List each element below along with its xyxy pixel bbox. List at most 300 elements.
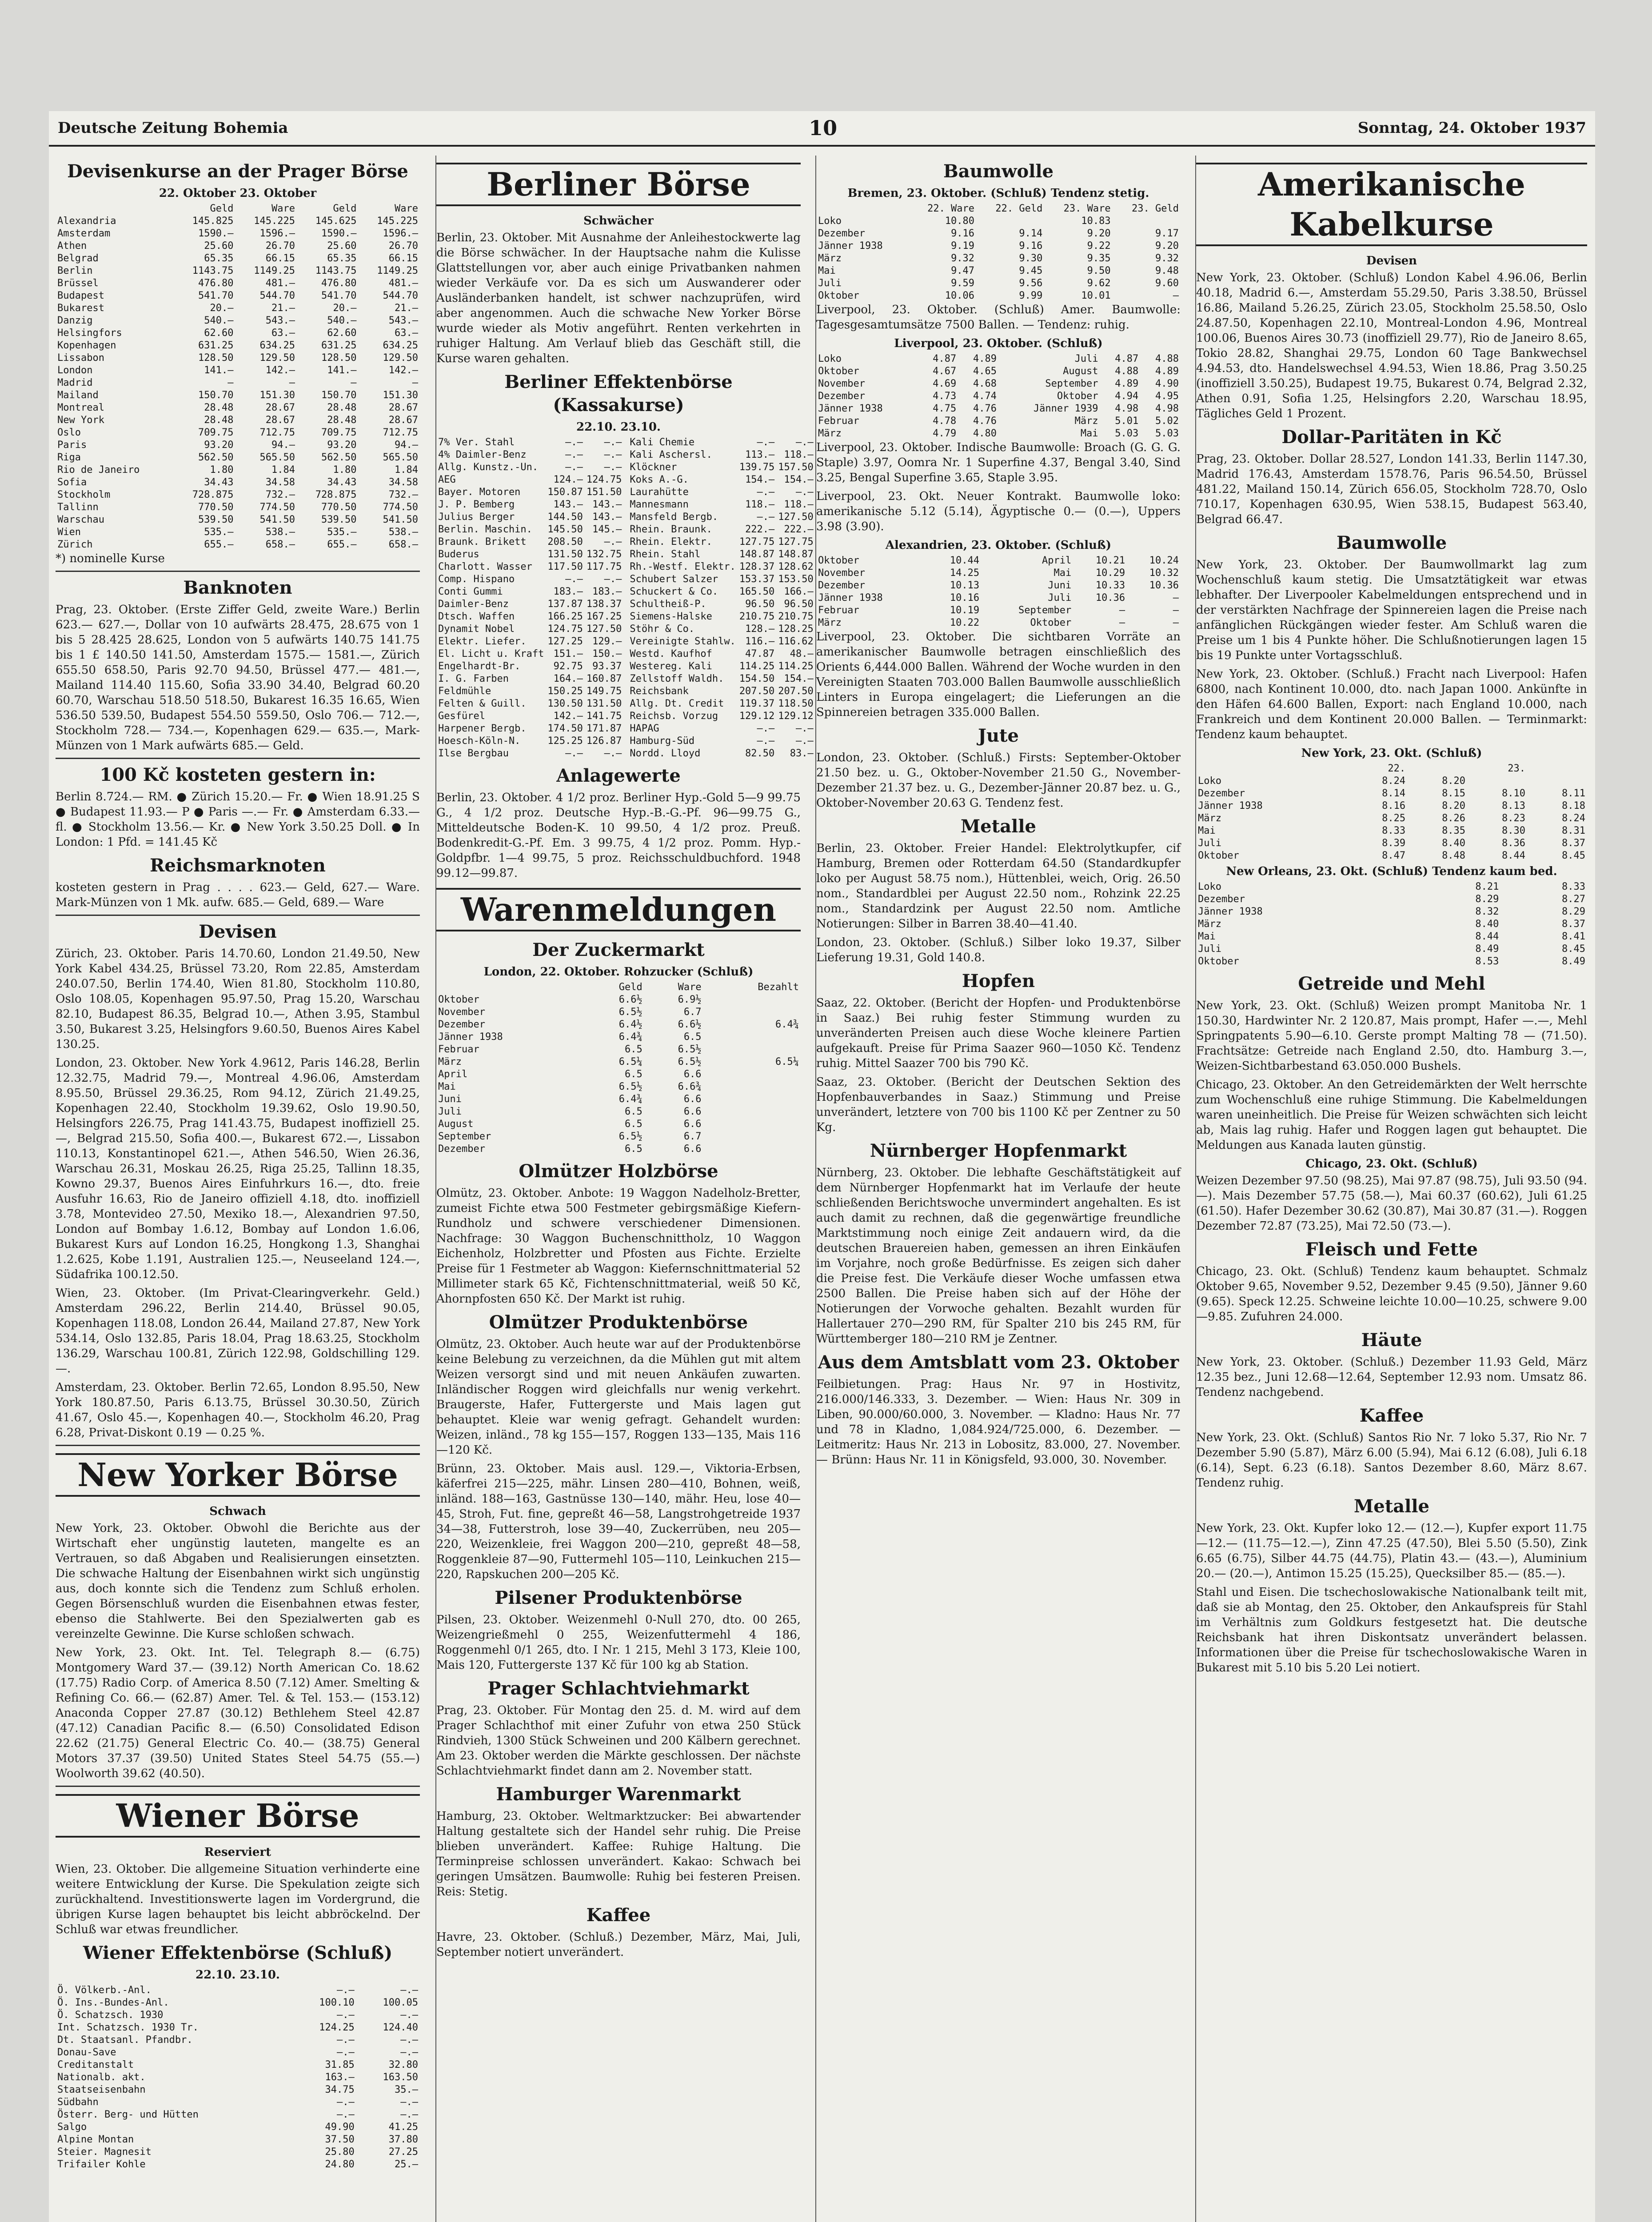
- cell-value: 145.—: [592, 524, 622, 535]
- cell-value: 117.75: [586, 561, 622, 572]
- cell-value: —: [1173, 592, 1179, 603]
- cell-value: 6.4¾: [619, 1031, 642, 1043]
- cell-value: 8.11: [1562, 788, 1585, 799]
- table-row: [56, 364, 420, 377]
- cell-value: 131.50: [547, 549, 583, 560]
- cell-value: 82.50: [745, 748, 775, 759]
- cell-value: 116.—: [745, 636, 775, 647]
- column-2: [435, 156, 814, 2222]
- cell-value: 10.21: [1095, 555, 1125, 566]
- bremen-rows: [816, 215, 1181, 302]
- cell-value: 174.50: [547, 723, 583, 734]
- cell-value: 6.5¼: [619, 1056, 642, 1067]
- cell-value: 124.40: [383, 2022, 418, 2033]
- divider: [56, 915, 420, 916]
- table-row: [436, 611, 623, 623]
- row-label: Allg. Kunstz.-Un.: [438, 462, 539, 473]
- cell-value: [703, 1106, 801, 1118]
- dollar-paritaeten-text: Prag, 23. Oktober. Dollar 28.527, London 141.33, Berlin 1147.30, Madrid 176.43, Amsterdam 1578.76, Paris 96.54.50, Brüssel 481.22, Mailand 150.14, Zürich 656.05, Stockholm 728.70, Oslo 710.17, Kopenhagen 630.95, Wien 538.15, Budapest 563.40, Belgrad 66.47.: [1196, 452, 1587, 526]
- table-row: [436, 1043, 801, 1056]
- cell-value: —.—: [337, 2034, 355, 2046]
- cell-value: Juli: [1048, 592, 1072, 603]
- pilsen-title: Pilsener Produktenbörse: [495, 1587, 742, 1608]
- cell-value: 4.79: [933, 428, 957, 439]
- row-label: Rhein. Elektr.: [630, 536, 712, 548]
- row-label: Allg. Dt. Credit: [630, 698, 724, 709]
- cell-value: 10.29: [1095, 567, 1125, 579]
- cell-value: 9.56: [1019, 278, 1043, 289]
- cell-value: —.—: [604, 437, 622, 448]
- cell-value: 539.50: [321, 514, 357, 525]
- haeute-text: New York, 23. Oktober. (Schluß.) Dezember 11.93 Geld, März 12.35 bez., Juni 12.68—12.64, September 12.93 nom. Umsatz 86. Tendenz nachgebend.: [1196, 1355, 1587, 1399]
- cell-value: 124.—: [553, 474, 583, 485]
- olmuetz-produkten-text: Olmütz, 23. Oktober. Auch heute war auf der Produktenbörse keine Belebung zu verzeichnen, da die Mühlen gut mit altem Weizen versorgt sind und mit neuen Ankäufen zuwarten. Inländischer Roggen wird gleichfalls nur wenig verkehrt. Braugerste, Hafer, Futtergerste und Mais lagen gut behauptet. Kleie war wenig gefragt. Gehandelt wurden: Weizen, inländ., 78 kg 155—157, Roggen 133—135, Mais 116—120 Kč.: [436, 1338, 801, 1457]
- table-row: [56, 2084, 420, 2096]
- row-label: Ö. Schatzsch. 1930: [57, 2010, 164, 2021]
- cell-value: —.—: [565, 449, 583, 460]
- cell-value: 66.15: [388, 253, 418, 264]
- table-row: [56, 2096, 420, 2109]
- cell-value: 6.5: [624, 1119, 642, 1130]
- cell-value: 1590.—: [198, 228, 234, 239]
- row-label: Paris: [57, 440, 87, 451]
- table-row: [436, 474, 623, 486]
- cell-value: —.—: [337, 2109, 355, 2120]
- cell-value: 93.37: [592, 661, 622, 672]
- amtsblatt-title: Aus dem Amtsblatt vom 23. Oktober: [818, 1352, 1179, 1373]
- table-row: [56, 389, 420, 402]
- liverpool-text: Liverpool, 23. Oktober. (Schluß) Amer. Baumwolle: Tagesgesamtumsätze 7500 Ballen. — Tendenz: ruhig.: [816, 303, 1181, 332]
- cell-value: 4.98: [1115, 403, 1139, 414]
- row-label: März: [438, 1056, 462, 1067]
- row-label: Westereg. Kali: [630, 661, 712, 672]
- new-orleans-table: [1196, 881, 1587, 968]
- cell-value: 6.5: [624, 1143, 642, 1155]
- cell-value: 9.60: [1155, 278, 1179, 289]
- berliner-effekten-dates: 22.10. 23.10.: [576, 420, 661, 434]
- row-label: Jänner 1938: [1198, 906, 1263, 917]
- table-row: [56, 252, 420, 265]
- cell-value: 94.—: [395, 440, 418, 451]
- row-label: Zürich: [57, 539, 93, 550]
- cell-value: 481.—: [265, 278, 295, 289]
- cell-value: 113.—: [745, 449, 775, 460]
- row-label: Oktober: [818, 290, 859, 301]
- table-row: [1196, 881, 1587, 893]
- cell-value: 129.12: [739, 711, 775, 722]
- cell-value: —.—: [565, 748, 583, 759]
- table-row: [816, 415, 1181, 428]
- cell-value: 127.50: [778, 512, 814, 523]
- cell-value: [703, 1081, 801, 1093]
- table-row: [1196, 893, 1587, 906]
- table-row: [56, 1997, 420, 2009]
- row-label: April: [438, 1069, 468, 1080]
- cell-value: 149.75: [586, 686, 622, 697]
- table-row: [1196, 955, 1587, 968]
- cell-value: 8.24: [1562, 813, 1585, 824]
- cell-value: 1149.25: [377, 265, 418, 276]
- table-row: [436, 735, 623, 747]
- row-label: Zellstoff Waldh.: [630, 673, 724, 684]
- cell-value: —: [1173, 290, 1179, 301]
- table-row: [628, 499, 815, 511]
- divider: [56, 758, 420, 759]
- divider: [56, 1786, 420, 1787]
- cell-value: —.—: [337, 1985, 355, 1996]
- reichsmark-text: kosteten gestern in Prag . . . . 623.— Geld, 627.— Ware. Mark-Münzen von 1 Mk. aufw. 685.— Geld, 689.— Ware: [56, 881, 420, 909]
- cell-value: 41.25: [388, 2122, 418, 2133]
- row-label: März: [1198, 919, 1221, 930]
- cell-value: 35.—: [395, 2084, 418, 2095]
- wiener-effekten-title: Wiener Effektenbörse (Schluß): [83, 1942, 393, 1963]
- cell-value: 6.6¾: [678, 1081, 702, 1092]
- row-label: Gesfürel: [438, 711, 485, 722]
- cell-value: 562.50: [321, 452, 357, 463]
- cell-value: 6.7: [683, 1007, 702, 1018]
- berliner-effekten-title: Berliner Effektenbörse (Kassakurse): [504, 372, 733, 416]
- cell-value: 25.80: [325, 2146, 355, 2158]
- row-label: Sofia: [57, 477, 87, 488]
- berliner-rows-b: [628, 436, 815, 760]
- cell-value: 207.50: [739, 686, 775, 697]
- stahl-eisen-text: Stahl und Eisen. Die tschechoslowakische Nationalbank teilt mit, daß sie ab Montag, den 25. Oktober, den Ankaufspreis für Stahl im Verhältnis zum Goldkurs festgesetzt hat. Die deutsche Reichsbank hat ihren Diskontsatz unverändert belassen. Informationen über die Preise für tschechoslowakische Waren in Bukarest mit 5.10 bis 5.20 Lei notiert.: [1196, 1586, 1587, 1674]
- cell-value: 145.225: [377, 216, 418, 227]
- cell-value: 562.50: [198, 452, 234, 463]
- cell-value: 125.25: [547, 735, 583, 747]
- haeute-title: Häute: [1361, 1330, 1422, 1351]
- cell-value: 8.48: [1442, 850, 1466, 861]
- cell-value: 4.88: [1155, 353, 1179, 364]
- cell-value: 128.50: [198, 352, 234, 364]
- table-row: [56, 414, 420, 427]
- nuernberg-title: Nürnberger Hopfenmarkt: [870, 1140, 1127, 1161]
- devisen-paragraph: Wien, 23. Oktober. (Im Privat-Clearingverkehr. Geld.) Amsterdam 296.22, Berlin 214.40, Brüssel 90.05, Kopenhagen 118.08, London 26.44, Mailand 27.87, New York 534.14, Oslo 132.85, Paris 18.04, Prag 18.63.25, Stockholm 136.29, Warschau 100.81, Zürich 122.98, Goldschilling 129.—.: [56, 1287, 420, 1375]
- row-label: Felten & Guill.: [438, 698, 527, 709]
- cell-value: 9.22: [1087, 240, 1111, 252]
- table-row: [56, 2134, 420, 2146]
- cell-value: 10.83: [1081, 216, 1111, 227]
- table-row: [628, 648, 815, 660]
- cell-value: 10.06: [945, 290, 975, 301]
- cell-value: 8.33: [1382, 825, 1406, 836]
- cell-value: 143.—: [553, 499, 583, 510]
- cell-value: 4.89: [1155, 366, 1179, 377]
- cell-value: 9.48: [1155, 265, 1179, 276]
- cell-value: 10.13: [950, 580, 980, 591]
- hopfen-text-2: Saaz, 23. Oktober. (Bericht der Deutschen Sektion des Hopfenbauverbandes in Saaz.) Stimmung und Preise unverändert, letztere von 700 bis 1100 Kč per Zentner zu 50 Kg.: [816, 1075, 1181, 1134]
- table-row: [1196, 800, 1587, 812]
- cell-value: Oktober: [1030, 617, 1072, 628]
- table-row: [436, 548, 623, 561]
- table-row: [436, 536, 623, 548]
- jute-text: London, 23. Oktober. (Schluß.) Firsts: September-Oktober 21.50 bez. u. G., Oktober-November 21.50 G., November-Dezember 21.37 bez. u. G., Dezember-Jänner 20.87 bez. u. G., Oktober-November 20.63 G. Tendenz fest.: [816, 751, 1181, 810]
- alexandrien-table: [816, 555, 1181, 629]
- row-label: Stöhr & Co.: [630, 623, 695, 635]
- table-row: [1196, 850, 1587, 862]
- table-row: [628, 486, 815, 499]
- row-label: März: [818, 428, 842, 439]
- cell-value: 28.48: [327, 415, 357, 426]
- cell-value: 732.—: [265, 489, 295, 500]
- wiener-effekten-rows: [56, 1984, 420, 2171]
- cell-value: 47.87: [745, 648, 775, 659]
- alexandrien-rows: [816, 555, 1181, 629]
- cell-value: 8.13: [1502, 800, 1525, 811]
- cell-value: 631.25: [198, 340, 234, 351]
- cell-value: 183.—: [592, 586, 622, 597]
- cell-value: —: [1173, 605, 1179, 616]
- row-label: Rhein. Stahl: [630, 549, 701, 560]
- row-label: Braunk. Brikett: [438, 536, 527, 548]
- table-row: [628, 449, 815, 461]
- cell-value: [703, 994, 801, 1006]
- devisen-paragraph: Zürich, 23. Oktober. Paris 14.70.60, London 21.49.50, New York Kabel 434.25, Brüssel 73.20, Rom 22.85, Amsterdam 240.07.50, Berlin 174.40, Wien 81.80, Stockholm 110.80, Oslo 108.05, Kopenhagen 95.97.50, Prag 15.20, Warschau 82.10, Budapest 86.35, Belgrad 10.—, Athen 3.95, Stambul 3.50, Bukarest 3.25, Helsingfors 9.60.50, Buenos Aires Kabel 130.25.: [56, 947, 420, 1051]
- cell-value: 8.29: [1562, 906, 1585, 917]
- table-row: [436, 710, 623, 723]
- row-label: Amsterdam: [57, 228, 111, 239]
- cell-value: 10.80: [945, 216, 975, 227]
- cell-value: 8.35: [1442, 825, 1466, 836]
- page-header: [49, 111, 1595, 147]
- cell-value: 8.20: [1442, 800, 1466, 811]
- cell-value: 4.94: [1115, 391, 1139, 402]
- cell-value: 4.69: [933, 378, 957, 389]
- cell-value: 28.67: [265, 415, 295, 426]
- table-row: [628, 698, 815, 710]
- row-label: Februar: [818, 605, 859, 616]
- table-row: [436, 1031, 801, 1043]
- cell-value: 8.47: [1382, 850, 1406, 861]
- cell-value: 8.26: [1442, 813, 1466, 824]
- table-row: [436, 573, 623, 586]
- row-label: New York: [57, 415, 104, 426]
- cell-value: 28.67: [388, 402, 418, 413]
- devisen-table: [56, 203, 420, 551]
- row-label: Österr. Berg- und Hütten: [57, 2109, 199, 2120]
- cell-value: 9.20: [1155, 240, 1179, 252]
- cell-value: 129.50: [383, 352, 418, 364]
- anlagewerte-text: Berlin, 23. Oktober. 4 1/2 proz. Berliner Hyp.-Gold 5—9 99.75 G., 4 1/2 proz. Deutsche Hyp.-B.-G.-Pf. 96—99.75 G., Mitteldeutsche Boden-K. 10 99.50, 4 1/2 proz. Preuß. Bodenkredit-G.-Pf. Em. 3 99.75, 4 1/2 proz. Pomm. Hyp.-Goldpfbr. 1—4 99.75, 5 proz. Reichsschuldbuchford. 1948 99.12—99.87.: [436, 791, 801, 880]
- cell-value: 132.75: [586, 549, 622, 560]
- cell-value: 164.—: [553, 673, 583, 684]
- table-row: [816, 403, 1181, 415]
- cell-value: 34.43: [327, 477, 357, 488]
- row-label: Kopenhagen: [57, 340, 116, 351]
- cell-value: 6.6½: [619, 994, 642, 1005]
- cell-value: 222.—: [784, 524, 814, 535]
- cell-value: —.—: [400, 2010, 418, 2021]
- row-label: Berlin: [57, 265, 93, 276]
- cell-value: 1.80: [210, 464, 234, 476]
- table-row: [436, 598, 623, 611]
- cell-value: 145.825: [192, 216, 234, 227]
- table-row: [436, 1006, 801, 1019]
- row-label: Comp. Hispano: [438, 574, 515, 585]
- cell-value: 1596.—: [383, 228, 418, 239]
- table-row: [816, 240, 1181, 252]
- row-label: Oktober: [818, 555, 859, 566]
- cell-value: Oktober: [1057, 391, 1098, 402]
- cell-value: [703, 1131, 801, 1143]
- new-orleans-title: New Orleans, 23. Okt. (Schluß) Tendenz kaum bed.: [1226, 865, 1557, 878]
- table-row: [628, 474, 815, 486]
- row-label: Loko: [818, 216, 842, 227]
- cell-value: 6.5: [624, 1069, 642, 1080]
- row-label: Februar: [818, 416, 859, 427]
- cell-value: 6.9½: [678, 994, 702, 1005]
- cell-value: 770.50: [198, 502, 234, 513]
- cell-value: 8.32: [1475, 906, 1499, 917]
- table-row: [56, 402, 420, 414]
- row-label: HAPAG: [630, 723, 659, 734]
- devisen-prague-title: Devisenkurse an der Prager Börse: [67, 161, 408, 182]
- metalle-ny-title: Metalle: [1354, 1496, 1429, 1517]
- cell-value: 31.85: [325, 2059, 355, 2070]
- cell-value: 5.03: [1155, 428, 1179, 439]
- cell-value: 6.7: [683, 1131, 702, 1142]
- table-row: [1196, 918, 1587, 931]
- reichsmark-title: Reichsmarknoten: [150, 855, 326, 876]
- cell-value: 32.80: [388, 2059, 418, 2070]
- table-row: [56, 539, 420, 551]
- cell-value: 100.05: [383, 1997, 418, 2008]
- cell-value: Mai: [1053, 567, 1072, 579]
- row-label: Riga: [57, 452, 81, 463]
- cell-value: —.—: [337, 2010, 355, 2021]
- cell-value: 543.—: [265, 315, 295, 326]
- table-row: [56, 2022, 420, 2034]
- cell-value: 709.75: [198, 427, 234, 438]
- cell-value: 207.50: [778, 686, 814, 697]
- cell-value: [703, 1093, 801, 1106]
- row-label: Julius Berger: [438, 512, 515, 523]
- cell-value: —.—: [604, 536, 622, 548]
- row-label: Dt. Staatsanl. Pfandbr.: [57, 2034, 193, 2046]
- cell-value: 8.30: [1502, 825, 1525, 836]
- table-row: [436, 685, 623, 698]
- cell-value: 4.78: [933, 416, 957, 427]
- row-label: Engelhardt-Br.: [438, 661, 521, 672]
- cell-value: 96.50: [784, 599, 814, 610]
- berliner-boerse-sub: Schwächer: [583, 214, 654, 228]
- cell-value: 128.25: [778, 623, 814, 635]
- cell-value: 565.50: [383, 452, 418, 463]
- row-label: Brüssel: [57, 278, 99, 289]
- table-row: [628, 635, 815, 648]
- row-label: Nationalb. akt.: [57, 2072, 146, 2083]
- row-label: Loko: [1198, 881, 1221, 892]
- row-label: September: [438, 1131, 491, 1142]
- cell-value: 1596.—: [259, 228, 295, 239]
- cell-value: 49.90: [325, 2122, 355, 2133]
- cell-value: 127.25: [547, 636, 583, 647]
- table-row: [436, 436, 623, 449]
- cell-value: [976, 215, 1044, 228]
- hopfen-text: Saaz, 22. Oktober. (Bericht der Hopfen- und Produktenbörse in Saaz.) Bei ruhig fester Stimmung wurden zu unveränderten Preisen auch diese Woche kleinere Partien aufgekauft. Preise für Prima Saazer 960—1050 Kč. Tendenz ruhig. Mittel Saazer 700 bis 790 Kč.: [816, 996, 1181, 1070]
- cell-value: 728.875: [315, 489, 357, 500]
- row-label: Schubert Salzer: [630, 574, 718, 585]
- cell-value: 9.47: [951, 265, 975, 276]
- banknoten-text: Prag, 23. Oktober. (Erste Ziffer Geld, zweite Ware.) Berlin 623.— 627.—, Dollar von 10 aufwärts 28.475, 28.675 von 1 bis 5 28.425 28.625, London von 5 aufwärts 140.75 141.75 bis 1 £ 140.50 141.50, Amsterdam 1575.— 1581.—, Zürich 655.50 658.50, Paris 92.70 94.50, Brüssel 477.— 481.—, Mailand 114.40 115.60, Sofia 33.90 34.40, Belgrad 60.20 60.70, Warschau 518.50 518.50, Bukarest 16.35 16.65, Wien 536.50 539.50, Budapest 554.50 559.50, Oslo 706.— 712.—, Stockholm 728.— 734.—, Kopenhagen 629.— 635.—, Mark-Münzen von 1 Mark aufwärts 685.— Geld.: [56, 603, 420, 752]
- issue-date: Sonntag, 24. Oktober 1937: [1357, 119, 1586, 137]
- row-label: Lissabon: [57, 352, 104, 364]
- cell-value: —.—: [565, 462, 583, 473]
- berliner-effekten-table-b: [628, 436, 815, 760]
- table-row: [628, 611, 815, 623]
- row-label: Int. Schatzsch. 1930 Tr.: [57, 2022, 199, 2033]
- newspaper-page: [49, 111, 1595, 2222]
- metalle-title: Metalle: [961, 816, 1036, 837]
- cell-value: —.—: [604, 449, 622, 460]
- cell-value: 124.75: [586, 474, 622, 485]
- cell-value: 9.16: [951, 228, 975, 239]
- cell-value: —.—: [604, 748, 622, 759]
- cell-value: 151.30: [259, 390, 295, 401]
- cell-value: 34.58: [388, 477, 418, 488]
- cell-value: —.—: [796, 437, 814, 448]
- table-row: [816, 579, 1181, 592]
- page-number: 10: [809, 116, 838, 140]
- zucker-table: [436, 981, 801, 1155]
- cell-value: 130.50: [547, 698, 583, 709]
- cell-value: 6.6: [683, 1069, 702, 1080]
- cell-value: 129.12: [778, 711, 814, 722]
- cell-value: 6.5: [624, 1044, 642, 1055]
- row-label: März: [818, 253, 842, 264]
- cell-value: 8.44: [1475, 931, 1499, 942]
- cell-value: —: [227, 377, 234, 388]
- row-label: Warschau: [57, 514, 104, 525]
- cell-value: 28.67: [388, 415, 418, 426]
- metalle-ny-text: New York, 23. Okt. Kupfer loko 12.— (12.—), Kupfer export 11.75—12.— (11.75—12.—), Zinn 47.25 (47.50), Blei 5.50 (5.50), Zink 6.65 (6.75), Silber 44.75 (44.75), Platin 43.— (43.—), Aluminium 20.— (20.—), Antimon 15.25 (15.25), Quecksilber 85.— (85.—).: [1196, 1522, 1587, 1580]
- row-label: Oktober: [818, 366, 859, 377]
- row-label: Dezember: [818, 580, 865, 591]
- table-row: [56, 340, 420, 352]
- cell-value: 4.80: [973, 428, 997, 439]
- row-label: Donau-Save: [57, 2047, 116, 2058]
- getreide-text-2: Chicago, 23. Oktober. An den Getreidemärkten der Welt herrschte zum Wochenschluß eine ruhige Stimmung. Die Kabelmeldungen waren uneinheitlich. Die Preise für Weizen schwächten sich leicht ab, Mais lag ruhig. Hafer und Roggen lagen gut behauptet. Die Meldungen aus Kanada lauten günstig.: [1196, 1078, 1587, 1152]
- table-row: [56, 2046, 420, 2059]
- new-york-boerse-sub: Schwach: [209, 1505, 266, 1518]
- ny-cotton-table-title: New York, 23. Okt. (Schluß): [1301, 747, 1482, 760]
- wiener-boerse-title: Wiener Börse: [56, 1794, 420, 1838]
- cell-value: 8.33: [1562, 881, 1585, 892]
- cell-value: 541.70: [321, 290, 357, 301]
- devisen-dates: 22. Oktober 23. Oktober: [159, 187, 317, 200]
- schlachtvieh-title: Prager Schlachtviehmarkt: [487, 1678, 750, 1699]
- table-row: [816, 428, 1181, 440]
- devisen-paragraph: London, 23. Oktober. New York 4.9612, Paris 146.28, Berlin 12.32.75, Madrid 79.—, Montreal 4.96.06, Amsterdam 8.95.50, Brüssel 29.36.25, Rom 94.12, Zürich 21.49.25, Kopenhagen 22.40, Stockholm 19.39.62, Oslo 19.90.50, Helsingfors 226.75, Prag 141.43.75, Budapest inoffiziell 25.—, Belgrad 215.50, Sofia 400.—, Bukarest 672.—, Lissabon 110.13, Konstantinopel 621.—, Athen 546.50, Wien 26.36, Warschau 26.31, Moskau 26.25, Riga 25.25, Tallinn 18.35, Kowno 29.37, Buenos Aires Einfuhrkurs 16.—, dto. freie Ausfuhr 16.63, Rio de Janeiro offiziell 4.18, dto. inoffiziell 3.78, Montevideo 27.50, Mexiko 18.—, Alexandrien 97.50, London auf Bombay 1.6.12, Bombay auf London 1.6.06, Bukarest Kurs auf London 16.25, Hongkong 1.3, Shanghai 1.2.625, Kobe 1.191, Australien 125.—, Neuseeland 124.—, Südafrika 100.12.50.: [56, 1056, 420, 1281]
- row-label: Rhein. Braunk.: [630, 524, 712, 535]
- table-row: [628, 673, 815, 685]
- cell-value: 1149.25: [254, 265, 295, 276]
- row-label: Schuckert & Co.: [630, 586, 718, 597]
- cell-value: 8.27: [1562, 894, 1585, 905]
- row-label: Dezember: [818, 228, 865, 239]
- dollar-paritaeten-title: Dollar-Paritäten in Kč: [1281, 427, 1502, 448]
- cell-value: 28.48: [327, 402, 357, 413]
- cell-value: —.—: [604, 462, 622, 473]
- row-label: Oslo: [57, 427, 81, 438]
- cell-value: [1113, 215, 1181, 228]
- cell-value: 634.25: [383, 340, 418, 351]
- cell-value: 481.—: [388, 278, 418, 289]
- cell-value: 9.50: [1087, 265, 1111, 276]
- cell-value: 28.67: [265, 402, 295, 413]
- col-head: Bezahlt: [758, 982, 799, 993]
- cell-value: —: [1119, 617, 1125, 628]
